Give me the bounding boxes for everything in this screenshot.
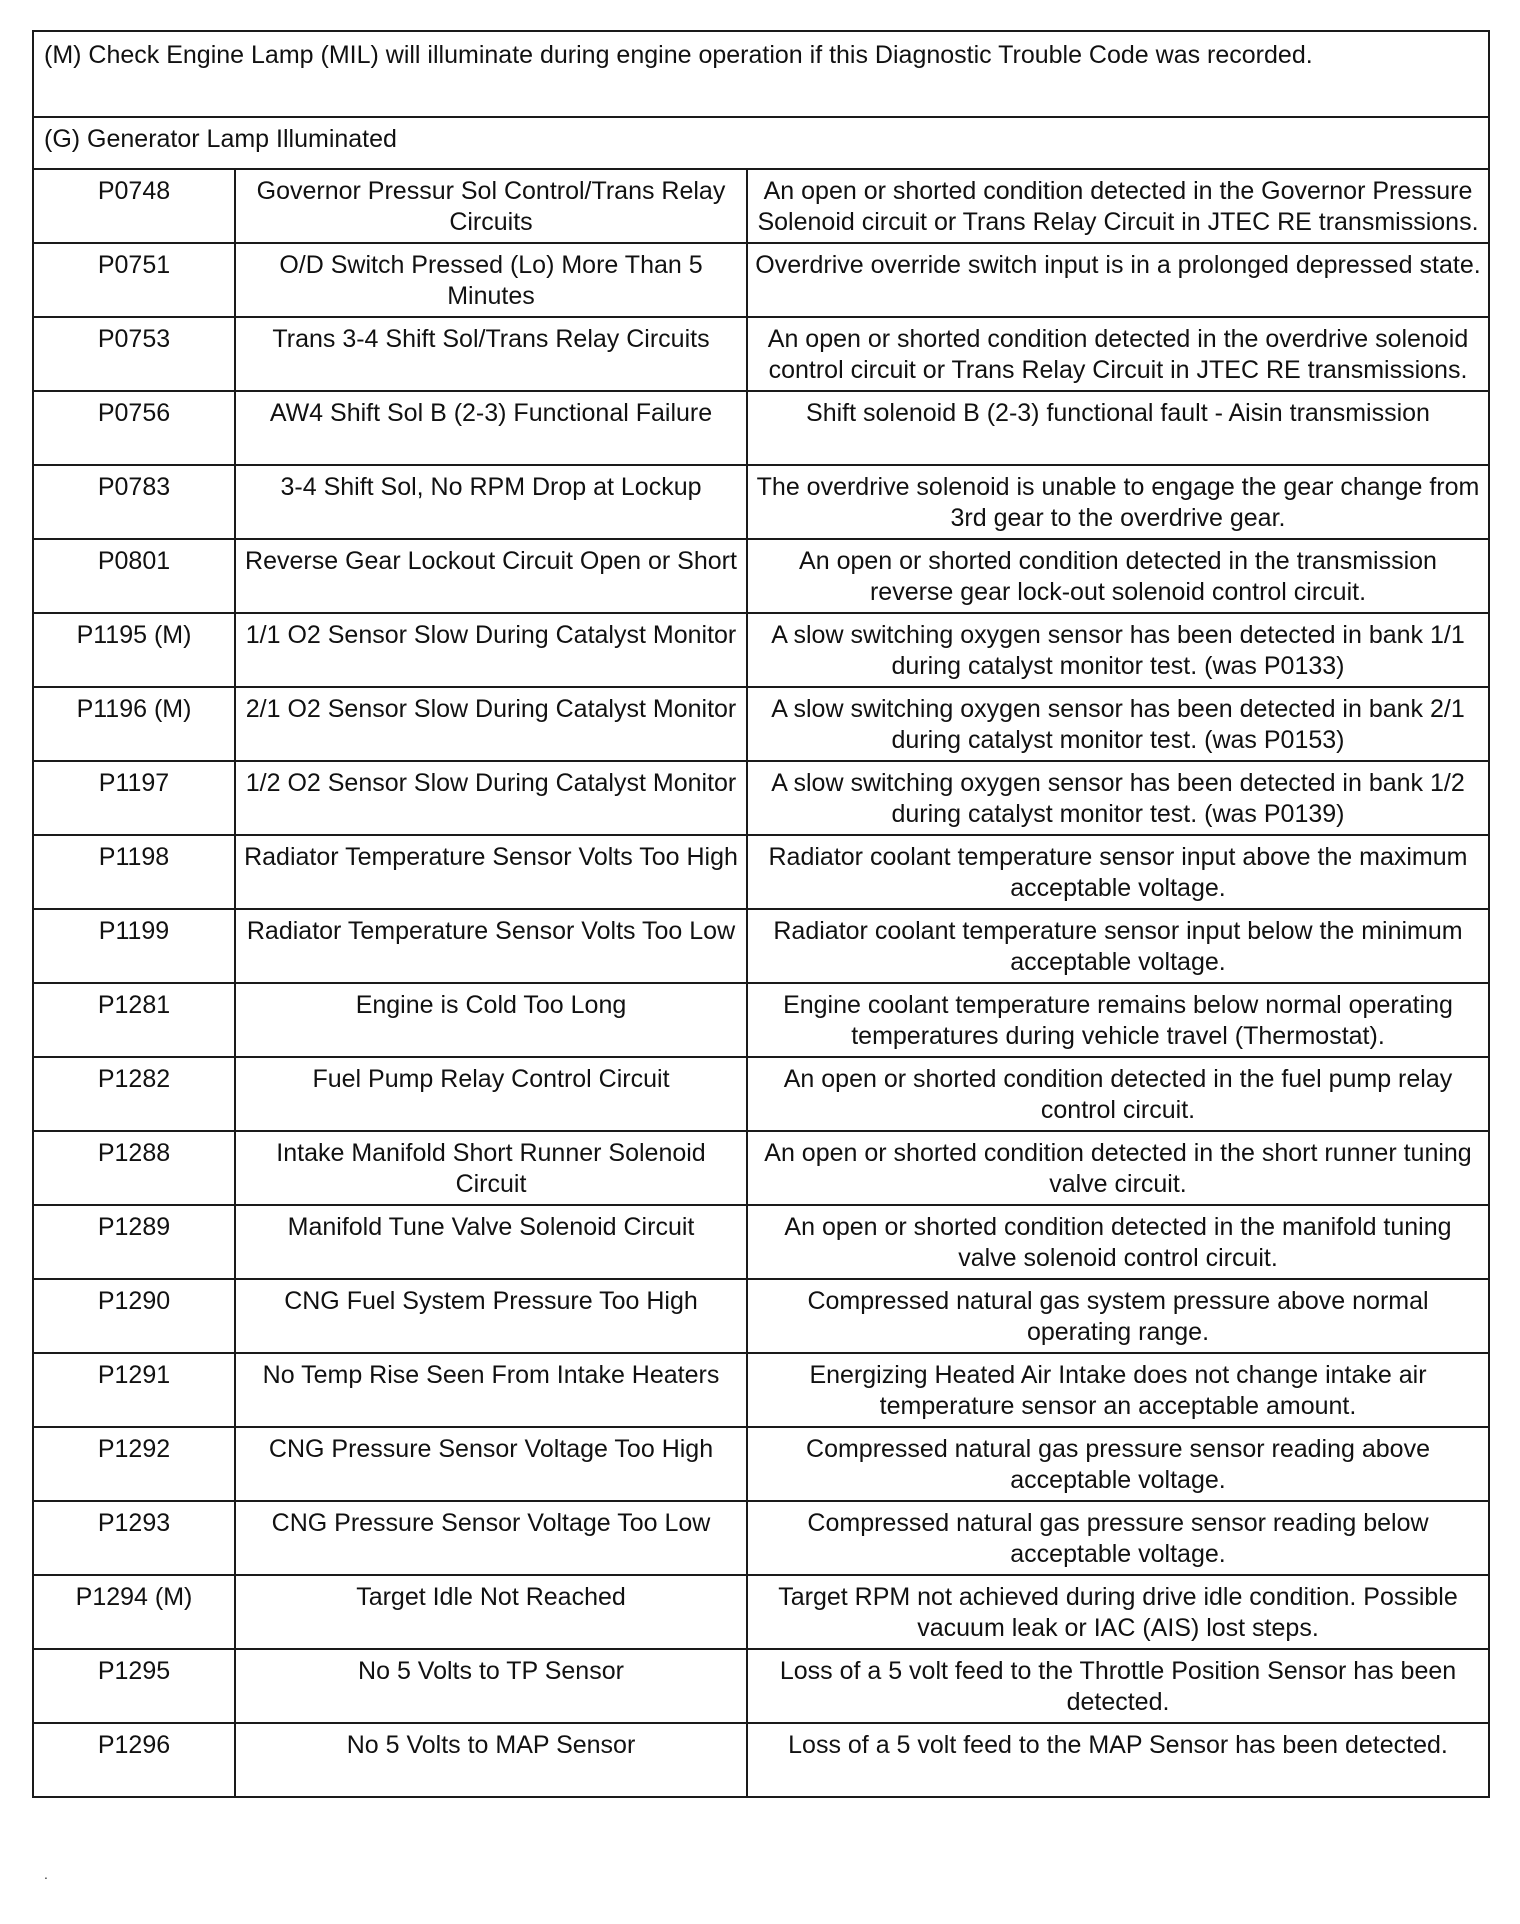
stray-mark: . — [44, 1866, 48, 1882]
table-row — [33, 391, 1489, 465]
dtc-name-cell: CNG Pressure Sensor Voltage Too Low — [235, 1501, 747, 1575]
dtc-code-cell: P1198 — [33, 835, 235, 909]
dtc-description-cell: Target RPM not achieved during drive idle condition. Possible vacuum leak or IAC (AIS) lost steps. — [747, 1575, 1489, 1649]
dtc-name-cell: Manifold Tune Valve Solenoid Circuit — [235, 1205, 747, 1279]
table-row — [33, 465, 1489, 539]
dtc-code-cell: P1290 — [33, 1279, 235, 1353]
dtc-table — [32, 168, 1490, 1798]
table-row — [33, 613, 1489, 687]
mil-note: (M) Check Engine Lamp (MIL) will illuminate during engine operation if this Diagnostic Trouble Code was recorded. — [32, 30, 1490, 116]
table-row — [33, 687, 1489, 761]
dtc-description-cell: An open or shorted condition detected in the short runner tuning valve circuit. — [747, 1131, 1489, 1205]
dtc-table-body — [33, 169, 1489, 1797]
dtc-description-cell: A slow switching oxygen sensor has been detected in bank 1/1 during catalyst monitor test. (was P0133) — [747, 613, 1489, 687]
table-row — [33, 1057, 1489, 1131]
dtc-code-cell: P1197 — [33, 761, 235, 835]
table-row — [33, 1279, 1489, 1353]
dtc-description-cell: An open or shorted condition detected in the manifold tuning valve solenoid control circuit. — [747, 1205, 1489, 1279]
dtc-description-cell: The overdrive solenoid is unable to engage the gear change from 3rd gear to the overdrive gear. — [747, 465, 1489, 539]
dtc-name-cell: Reverse Gear Lockout Circuit Open or Short — [235, 539, 747, 613]
dtc-name-cell: AW4 Shift Sol B (2-3) Functional Failure — [235, 391, 747, 465]
table-row — [33, 243, 1489, 317]
table-row — [33, 1575, 1489, 1649]
dtc-code-cell: P1282 — [33, 1057, 235, 1131]
dtc-description-cell: An open or shorted condition detected in the overdrive solenoid control circuit or Trans Relay Circuit in JTEC RE transmissions. — [747, 317, 1489, 391]
dtc-description-cell: Compressed natural gas system pressure above normal operating range. — [747, 1279, 1489, 1353]
dtc-code-cell: P0751 — [33, 243, 235, 317]
dtc-name-cell: Fuel Pump Relay Control Circuit — [235, 1057, 747, 1131]
dtc-code-cell: P1296 — [33, 1723, 235, 1797]
dtc-name-cell: No Temp Rise Seen From Intake Heaters — [235, 1353, 747, 1427]
dtc-name-cell: No 5 Volts to MAP Sensor — [235, 1723, 747, 1797]
dtc-code-cell: P1281 — [33, 983, 235, 1057]
dtc-description-cell: An open or shorted condition detected in the fuel pump relay control circuit. — [747, 1057, 1489, 1131]
dtc-description-cell: Loss of a 5 volt feed to the MAP Sensor has been detected. — [747, 1723, 1489, 1797]
dtc-code-cell: P1195 (M) — [33, 613, 235, 687]
dtc-code-cell: P0753 — [33, 317, 235, 391]
dtc-description-cell: An open or shorted condition detected in the transmission reverse gear lock-out solenoid control circuit. — [747, 539, 1489, 613]
dtc-description-cell: A slow switching oxygen sensor has been detected in bank 2/1 during catalyst monitor test. (was P0153) — [747, 687, 1489, 761]
dtc-description-cell: An open or shorted condition detected in the Governor Pressure Solenoid circuit or Trans Relay Circuit in JTEC RE transmissions. — [747, 169, 1489, 243]
dtc-name-cell: Intake Manifold Short Runner Solenoid Circuit — [235, 1131, 747, 1205]
dtc-code-cell: P0801 — [33, 539, 235, 613]
table-row — [33, 1205, 1489, 1279]
table-row — [33, 1501, 1489, 1575]
dtc-name-cell: 1/1 O2 Sensor Slow During Catalyst Monitor — [235, 613, 747, 687]
dtc-description-cell: Compressed natural gas pressure sensor reading below acceptable voltage. — [747, 1501, 1489, 1575]
dtc-name-cell: Governor Pressur Sol Control/Trans Relay Circuits — [235, 169, 747, 243]
dtc-name-cell: 2/1 O2 Sensor Slow During Catalyst Monitor — [235, 687, 747, 761]
dtc-description-cell: Loss of a 5 volt feed to the Throttle Position Sensor has been detected. — [747, 1649, 1489, 1723]
dtc-code-cell: P1288 — [33, 1131, 235, 1205]
dtc-name-cell: 3-4 Shift Sol, No RPM Drop at Lockup — [235, 465, 747, 539]
dtc-description-cell: A slow switching oxygen sensor has been detected in bank 1/2 during catalyst monitor test. (was P0139) — [747, 761, 1489, 835]
dtc-name-cell: CNG Fuel System Pressure Too High — [235, 1279, 747, 1353]
table-row — [33, 317, 1489, 391]
dtc-description-cell: Shift solenoid B (2-3) functional fault - Aisin transmission — [747, 391, 1489, 465]
table-row — [33, 1723, 1489, 1797]
table-row — [33, 1131, 1489, 1205]
dtc-description-cell: Overdrive override switch input is in a prolonged depressed state. — [747, 243, 1489, 317]
dtc-description-cell: Engine coolant temperature remains below normal operating temperatures during vehicle travel (Thermostat). — [747, 983, 1489, 1057]
table-row — [33, 835, 1489, 909]
table-row — [33, 1353, 1489, 1427]
table-row — [33, 1649, 1489, 1723]
table-row — [33, 169, 1489, 243]
dtc-description-cell: Radiator coolant temperature sensor input above the maximum acceptable voltage. — [747, 835, 1489, 909]
dtc-code-cell: P1196 (M) — [33, 687, 235, 761]
table-row — [33, 1427, 1489, 1501]
dtc-code-cell: P0783 — [33, 465, 235, 539]
dtc-code-cell: P0748 — [33, 169, 235, 243]
dtc-code-cell: P1199 — [33, 909, 235, 983]
table-row — [33, 983, 1489, 1057]
dtc-name-cell: O/D Switch Pressed (Lo) More Than 5 Minutes — [235, 243, 747, 317]
dtc-name-cell: Radiator Temperature Sensor Volts Too Low — [235, 909, 747, 983]
dtc-code-cell: P1294 (M) — [33, 1575, 235, 1649]
dtc-name-cell: Radiator Temperature Sensor Volts Too High — [235, 835, 747, 909]
dtc-name-cell: Trans 3-4 Shift Sol/Trans Relay Circuits — [235, 317, 747, 391]
table-row — [33, 539, 1489, 613]
dtc-name-cell: 1/2 O2 Sensor Slow During Catalyst Monitor — [235, 761, 747, 835]
dtc-name-cell: Target Idle Not Reached — [235, 1575, 747, 1649]
dtc-code-cell: P1293 — [33, 1501, 235, 1575]
dtc-code-cell: P1295 — [33, 1649, 235, 1723]
dtc-code-cell: P1291 — [33, 1353, 235, 1427]
dtc-name-cell: CNG Pressure Sensor Voltage Too High — [235, 1427, 747, 1501]
dtc-description-cell: Compressed natural gas pressure sensor reading above acceptable voltage. — [747, 1427, 1489, 1501]
dtc-code-cell: P0756 — [33, 391, 235, 465]
dtc-description-cell: Radiator coolant temperature sensor input below the minimum acceptable voltage. — [747, 909, 1489, 983]
table-row — [33, 761, 1489, 835]
dtc-code-cell: P1289 — [33, 1205, 235, 1279]
dtc-code-cell: P1292 — [33, 1427, 235, 1501]
dtc-name-cell: No 5 Volts to TP Sensor — [235, 1649, 747, 1723]
table-row — [33, 909, 1489, 983]
dtc-description-cell: Energizing Heated Air Intake does not change intake air temperature sensor an acceptable amount. — [747, 1353, 1489, 1427]
generator-note: (G) Generator Lamp Illuminated — [32, 116, 1490, 168]
dtc-name-cell: Engine is Cold Too Long — [235, 983, 747, 1057]
dtc-sheet — [32, 30, 1490, 1798]
